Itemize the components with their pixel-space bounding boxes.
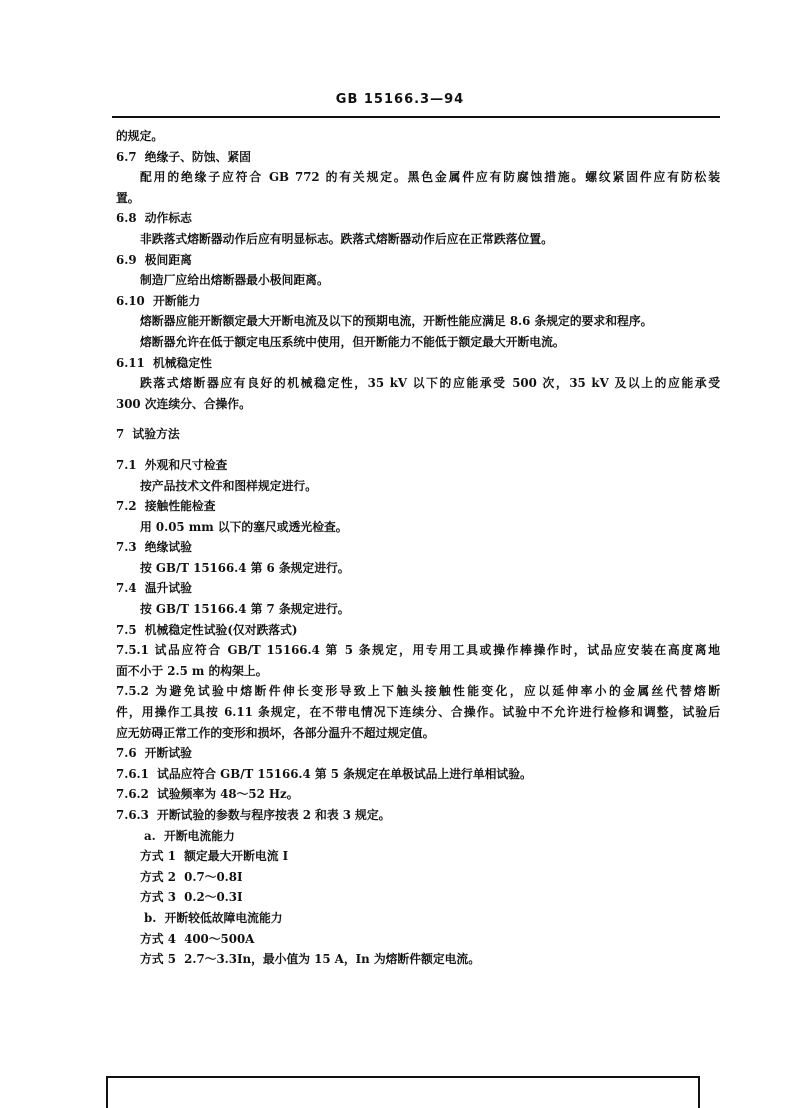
text-line: 7.6.2 试验频率为 48～52 Hz。 <box>116 787 299 802</box>
text-line: 的规定。 <box>116 129 164 143</box>
clause-heading: 6.9 极间距离 <box>116 252 192 267</box>
list-item: 方式 4 400～500A <box>140 931 255 946</box>
text-line: 7.5.2 为避免试验中熔断件伸长变形导致上下触头接触性能变化，应以延伸率小的金属丝代替熔断 <box>116 684 720 699</box>
clause-heading: 7.6 开断试验 <box>116 746 192 761</box>
text-line: 置。 <box>116 190 140 205</box>
clause-heading: 7.3 绝缘试验 <box>116 540 192 555</box>
clause-heading: 6.8 动作标志 <box>116 211 192 226</box>
text-line: 非跌落式熔断器动作后应有明显标志。跌落式熔断器动作后应在正常跌落位置。 <box>140 231 553 246</box>
text-line: 制造厂应给出熔断器最小极间距离。 <box>140 273 329 288</box>
text-line: 按 GB/T 15166.4 第 7 条规定进行。 <box>140 602 350 617</box>
clause-heading: 7.1 外观和尺寸检查 <box>116 457 228 472</box>
text-line: 用 0.05 mm 以下的塞尺或透光检查。 <box>140 519 348 534</box>
list-item: a. 开断电流能力 <box>144 828 235 843</box>
clause-heading: 7.2 接触性能检查 <box>116 499 216 514</box>
text-line: 跌落式熔断器应有良好的机械稳定性，35 kV 以下的应能承受 500 次，35 kV 及以上的应能承受 <box>140 376 720 391</box>
text-line: 按 GB/T 15166.4 第 6 条规定进行。 <box>140 560 350 575</box>
clause-heading: 6.7 绝缘子、防蚀、紧固 <box>116 149 251 164</box>
text-line: 面不小于 2.5 m 的构架上。 <box>116 663 268 678</box>
text-line: 熔断器应能开断额定最大开断电流及以下的预期电流，开断性能应满足 8.6 条规定的要求和程序。 <box>140 314 653 329</box>
clause-heading: 6.10 开断能力 <box>116 293 201 308</box>
section-heading: 7 试验方法 <box>116 427 180 442</box>
text-line: 300 次连续分、合操作。 <box>116 396 251 411</box>
list-item: 方式 2 0.7～0.8I <box>140 869 243 884</box>
text-line: 7.5.1 试品应符合 GB/T 15166.4 第 5 条规定，用专用工具或操作棒操作时，试品应安装在高度离地 <box>116 643 720 658</box>
table-frame-top <box>106 1076 700 1108</box>
clause-heading: 7.4 温升试验 <box>116 581 192 596</box>
list-item: b. 开断较低故障电流能力 <box>144 910 283 925</box>
text-line: 按产品技术文件和图样规定进行。 <box>140 478 317 493</box>
text-line: 配用的绝缘子应符合 GB 772 的有关规定。黑色金属件应有防腐蚀措施。螺纹紧固件应有防松装 <box>140 170 720 185</box>
page-header: GB 15166.3—94 <box>335 92 465 107</box>
list-item: 方式 1 额定最大开断电流 I <box>140 849 289 864</box>
text-line: 应无妨碍正常工作的变形和损坏，各部分温升不超过规定值。 <box>116 725 435 740</box>
page-body <box>116 126 720 970</box>
clause-heading: 7.5 机械稳定性试验(仅对跌落式) <box>116 622 298 637</box>
text-line: 件，用操作工具按 6.11 条规定，在不带电情况下连续分、合操作。试验中不允许进行检修和调整，试验后 <box>116 705 720 720</box>
header-rule <box>112 116 720 118</box>
text-line: 7.6.1 试品应符合 GB/T 15166.4 第 5 条规定在单极试品上进行单相试验。 <box>116 766 532 781</box>
list-item: 方式 5 2.7～3.3In，最小值为 15 A，In 为熔断件额定电流。 <box>140 952 481 967</box>
section-gap <box>116 445 720 455</box>
clause-heading: 6.11 机械稳定性 <box>116 355 212 370</box>
list-item: 方式 3 0.2～0.3I <box>140 890 243 905</box>
text-line: 7.6.3 开断试验的参数与程序按表 2 和表 3 规定。 <box>116 808 391 822</box>
section-gap <box>116 414 720 424</box>
text-line: 熔断器允许在低于额定电压系统中使用，但开断能力不能低于额定最大开断电流。 <box>140 334 565 349</box>
